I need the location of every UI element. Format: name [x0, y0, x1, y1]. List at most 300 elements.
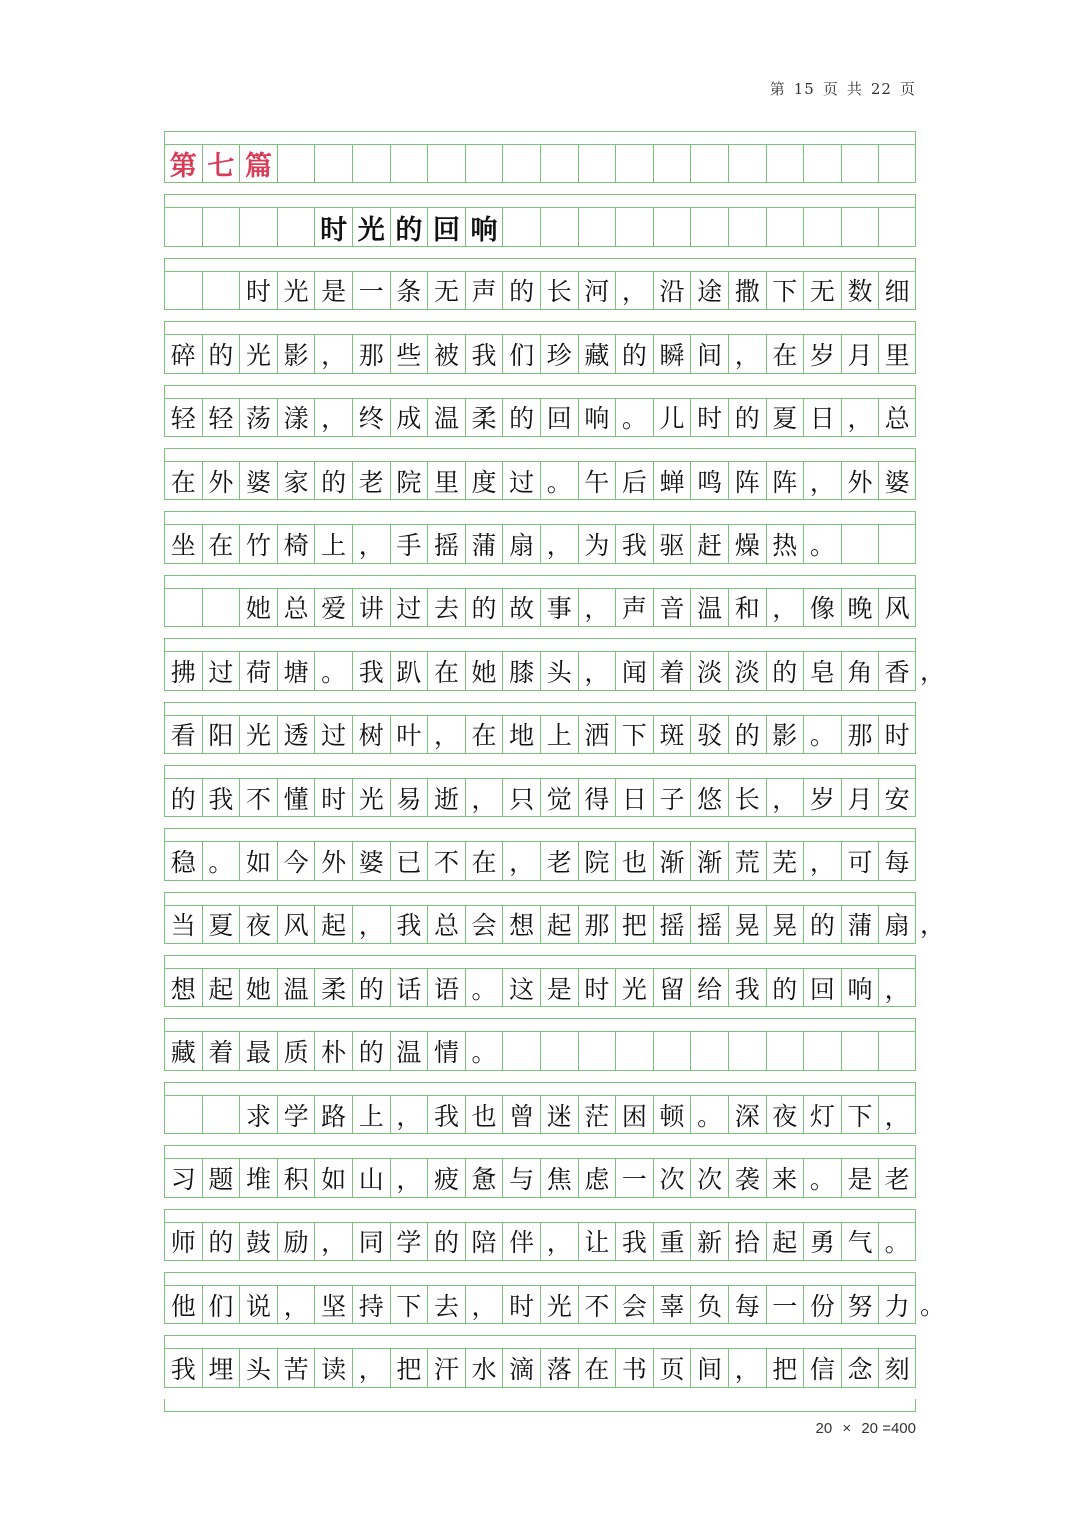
grid-cell: 与: [502, 1159, 540, 1196]
grid-cell: 。: [314, 652, 352, 689]
grid-cell: 故: [502, 589, 540, 626]
grid-cell: 的: [390, 208, 428, 245]
grid-cell: 淡: [690, 652, 728, 689]
row-spacer: [164, 385, 916, 399]
grid-cell: 。: [202, 842, 240, 879]
grid-cell: 撒: [728, 272, 766, 309]
grid-cell: 光: [352, 779, 390, 816]
grid-cell: 在: [164, 462, 202, 499]
grid-cell: [202, 208, 240, 245]
row-spacer: [164, 1209, 916, 1223]
grid-cell: 逝: [427, 779, 465, 816]
grid-cell: 香: [878, 652, 916, 689]
grid-cell: [502, 145, 540, 182]
grid-cell: 被: [427, 335, 465, 372]
grid-cell: [277, 208, 315, 245]
grid-cell: 次: [653, 1159, 691, 1196]
grid-cell: 事: [540, 589, 578, 626]
grid-cell: 老: [878, 1159, 916, 1196]
grid-cell: 长: [728, 779, 766, 816]
grid-cell: 响: [578, 399, 616, 436]
grid-cell: 学: [390, 1223, 428, 1260]
grid-cell: 励: [277, 1223, 315, 1260]
grid-cell: [540, 1032, 578, 1069]
grid-cell: 一: [352, 272, 390, 309]
grid-cell: 无: [427, 272, 465, 309]
grid-cell: 下: [766, 272, 804, 309]
grid-cell: 无: [803, 272, 841, 309]
grid-cell: 阵: [728, 462, 766, 499]
grid-cell: 在: [578, 1349, 616, 1386]
grid-cell: 。: [615, 399, 653, 436]
page-label: 页: [822, 80, 839, 98]
grid-cell: 影: [766, 716, 804, 753]
grid-cell: 家: [277, 462, 315, 499]
grid-cell: 的: [766, 652, 804, 689]
grid-cell: 风: [878, 589, 916, 626]
grid-cell: 给: [690, 969, 728, 1006]
grid-cell: 温: [277, 969, 315, 1006]
grid-cell: 夜: [239, 906, 277, 943]
grid-cell: ，: [803, 462, 841, 499]
grid-cell: 透: [277, 716, 315, 753]
grid-cell: 院: [390, 462, 428, 499]
grid-cell: ，: [314, 1223, 352, 1260]
grid-cell: 温: [390, 1032, 428, 1069]
grid-cell: 藏: [164, 1032, 202, 1069]
row-cells: [164, 588, 916, 627]
grid-cell: [277, 145, 315, 182]
grid-cell: 光: [239, 335, 277, 372]
grid-cell: 习: [164, 1159, 202, 1196]
grid-cell: 细: [878, 272, 916, 309]
grid-cell: 声: [465, 272, 503, 309]
row-cells: [164, 905, 916, 944]
grid-cell: 我: [728, 969, 766, 1006]
grid-cell: 的: [803, 906, 841, 943]
grid-cell: ，: [878, 1096, 916, 1133]
grid-cell: [803, 208, 841, 245]
grid-cell: 光: [239, 716, 277, 753]
grid-cell: 书: [615, 1349, 653, 1386]
grid-cell: 讲: [352, 589, 390, 626]
grid-cell: ，: [502, 842, 540, 879]
grid-cell: 总: [427, 906, 465, 943]
grid-cell: 院: [578, 842, 616, 879]
grid-row: [164, 1272, 946, 1335]
grid-cell: 响: [841, 969, 879, 1006]
grid-cell: 他: [164, 1286, 202, 1323]
grid-cell: 起: [540, 906, 578, 943]
grid-cell: 来: [766, 1159, 804, 1196]
grid-row: [164, 638, 946, 701]
grid-cell: 已: [390, 842, 428, 879]
row-spacer: [164, 702, 916, 716]
row-spacer: [164, 1145, 916, 1159]
page-label: 共: [846, 80, 863, 98]
grid-cell: 每: [878, 842, 916, 879]
grid-cell: 声: [615, 589, 653, 626]
grid-row: [164, 131, 916, 194]
grid-cell: 地: [502, 716, 540, 753]
grid-cell: 把: [615, 906, 653, 943]
grid-cell: 的: [728, 716, 766, 753]
row-spacer: [164, 828, 916, 842]
grid-cell: ，: [728, 335, 766, 372]
grid-cell: 安: [878, 779, 916, 816]
grid-cell: 坚: [314, 1286, 352, 1323]
grid-cell: [878, 145, 916, 182]
grid-cell: 趴: [390, 652, 428, 689]
grid-cell: 堆: [239, 1159, 277, 1196]
grid-cell: [502, 208, 540, 245]
row-cells: [164, 968, 916, 1007]
grid-cell: 。: [878, 1223, 916, 1260]
grid-cell: [578, 1032, 616, 1069]
grid-cell: 闻: [615, 652, 653, 689]
grid-cell: 的: [352, 1032, 390, 1069]
page-number: [600, 78, 916, 99]
grid-cell: 的: [615, 335, 653, 372]
row-cells: [164, 1095, 916, 1134]
grid-cell: 和: [728, 589, 766, 626]
grid-cell: 的: [202, 1223, 240, 1260]
grid-row: [164, 892, 946, 955]
grid-cell: 岁: [803, 335, 841, 372]
grid-cell: 时: [502, 1286, 540, 1323]
grid-cell: 力: [878, 1286, 916, 1323]
grid-rows: 20: [861, 1420, 879, 1437]
grid-cell: 夜: [766, 1096, 804, 1133]
grid-cell: 也: [465, 1096, 503, 1133]
grid-cell: 。: [465, 1032, 503, 1069]
grid-cell: ，: [390, 1096, 428, 1133]
grid-cell: 途: [690, 272, 728, 309]
grid-cell: 影: [277, 335, 315, 372]
grid-cell: 次: [690, 1159, 728, 1196]
row-cells: [164, 651, 916, 690]
grid-cell: 会: [615, 1286, 653, 1323]
grid-cell: 日: [803, 399, 841, 436]
grid-cell: 我: [615, 1223, 653, 1260]
grid-row: [164, 828, 916, 891]
grid-cell: [164, 208, 202, 245]
grid-cell: [653, 208, 691, 245]
grid-cell: 陪: [465, 1223, 503, 1260]
grid-cell: 光: [277, 272, 315, 309]
grid-cell: 瞬: [653, 335, 691, 372]
grid-cell: 藏: [578, 335, 616, 372]
row-cells: [164, 841, 916, 880]
grid-cell: 她: [465, 652, 503, 689]
row-spacer: [164, 448, 916, 462]
grid-cell: [878, 208, 916, 245]
grid-cell: 滴: [502, 1349, 540, 1386]
grid-cell: 想: [164, 969, 202, 1006]
grid-cell: 过: [202, 652, 240, 689]
grid-cell: 语: [427, 969, 465, 1006]
grid-cell: 第: [164, 145, 202, 182]
grid-cell: 悠: [690, 779, 728, 816]
grid-cell: [540, 208, 578, 245]
grid-cell: 晚: [841, 589, 879, 626]
grid-cell: 老: [352, 462, 390, 499]
grid-cell: 拂: [164, 652, 202, 689]
grid-cell: 疲: [427, 1159, 465, 1196]
grid-cell: 过: [314, 716, 352, 753]
grid-cell: 路: [314, 1096, 352, 1133]
grid-cell: 汗: [427, 1349, 465, 1386]
grid-cell: 会: [465, 906, 503, 943]
grid-cell: [578, 145, 616, 182]
grid-cell: [202, 589, 240, 626]
grid-cell: 的: [164, 779, 202, 816]
page-current: 15: [793, 80, 815, 98]
grid-cell: 埋: [202, 1349, 240, 1386]
grid-cell: 蝉: [653, 462, 691, 499]
grid-cell: 是: [841, 1159, 879, 1196]
grid-cell: [766, 208, 804, 245]
grid-cell: 的: [728, 399, 766, 436]
row-spacer: [164, 765, 916, 779]
grid-cell: [202, 272, 240, 309]
grid-cell: 那: [578, 906, 616, 943]
grid-cell: 里: [427, 462, 465, 499]
grid-cell: 岁: [803, 779, 841, 816]
grid-cell: 们: [502, 335, 540, 372]
grid-cell: ，: [803, 842, 841, 879]
grid-cell: 儿: [653, 399, 691, 436]
grid-cell: [578, 208, 616, 245]
grid-cell: 扇: [878, 906, 916, 943]
grid-row: [164, 1082, 916, 1145]
grid-cell: 月: [841, 335, 879, 372]
grid-row: [164, 575, 916, 638]
grid-cell: 沿: [653, 272, 691, 309]
grid-cell: 驱: [653, 525, 691, 562]
grid-cell: 些: [390, 335, 428, 372]
row-spacer: [164, 258, 916, 272]
grid-cell: 份: [803, 1286, 841, 1323]
grid-cell: 总: [277, 589, 315, 626]
grid-cell: 后: [615, 462, 653, 499]
grid-row: [164, 1209, 916, 1272]
row-cells: [164, 144, 916, 183]
grid-cell: 上: [352, 1096, 390, 1133]
grid-cell: 页: [653, 1349, 691, 1386]
times-sign: ×: [842, 1420, 852, 1437]
grid-cell: 时: [314, 208, 352, 245]
grid-cell: 的: [202, 335, 240, 372]
grid-cell: 信: [803, 1349, 841, 1386]
grid-cell: [766, 1032, 804, 1069]
grid-cell: 在: [465, 842, 503, 879]
grid-row: [164, 1335, 916, 1398]
grid-cell: 山: [352, 1159, 390, 1196]
grid-cell: ，: [465, 1286, 503, 1323]
grid-cell: 上: [314, 525, 352, 562]
grid-cell: 深: [728, 1096, 766, 1133]
grid-cell: ，: [465, 779, 503, 816]
grid-cell: 时: [314, 779, 352, 816]
grid-cell: 水: [465, 1349, 503, 1386]
grid-cell: 在: [202, 525, 240, 562]
grid-cell: [352, 145, 390, 182]
grid-cell: 珍: [540, 335, 578, 372]
grid-cell: 的: [314, 462, 352, 499]
grid-cell: 爱: [314, 589, 352, 626]
grid-cell: 时: [578, 969, 616, 1006]
grid-cell: 去: [427, 589, 465, 626]
grid-cell: 一: [766, 1286, 804, 1323]
grid-cell: 扇: [502, 525, 540, 562]
grid-cell: 说: [239, 1286, 277, 1323]
grid-cell: 荷: [239, 652, 277, 689]
grid-cell: ，: [390, 1159, 428, 1196]
overflow-punctuation: 。: [920, 1290, 946, 1320]
grid-cell: 。: [803, 716, 841, 753]
grid-cell: 在: [427, 652, 465, 689]
grid-cell: 条: [390, 272, 428, 309]
grid-cell: 拾: [728, 1223, 766, 1260]
grid-cell: 竹: [239, 525, 277, 562]
grid-cell: 为: [578, 525, 616, 562]
grid-cell: 总: [878, 399, 916, 436]
grid-cell: 上: [540, 716, 578, 753]
grid-cell: 我: [352, 652, 390, 689]
grid-cell: 。: [803, 525, 841, 562]
grid-cell: 得: [578, 779, 616, 816]
grid-cell: [878, 1032, 916, 1069]
grid-cell: [653, 145, 691, 182]
row-cells: [164, 1158, 916, 1197]
grid-cell: 风: [277, 906, 315, 943]
grid-cell: 摇: [653, 906, 691, 943]
grid-cell: 念: [841, 1349, 879, 1386]
row-spacer: [164, 955, 916, 969]
grid-cell: 老: [540, 842, 578, 879]
row-spacer: [164, 1272, 916, 1286]
grid-cell: 。: [540, 462, 578, 499]
grid-cell: [728, 145, 766, 182]
grid-cell: [803, 145, 841, 182]
grid-cell: 师: [164, 1223, 202, 1260]
grid-cell: [427, 145, 465, 182]
grid-row: [164, 955, 916, 1018]
grid-row: [164, 448, 916, 511]
manuscript-grid: [164, 131, 946, 1399]
grid-cell: 惫: [465, 1159, 503, 1196]
grid-cell: 头: [239, 1349, 277, 1386]
grid-cell: 七: [202, 145, 240, 182]
grid-cell: 负: [690, 1286, 728, 1323]
grid-cell: 婆: [878, 462, 916, 499]
grid-cell: 的: [465, 589, 503, 626]
row-cells: [164, 271, 916, 310]
grid-cell: ，: [615, 272, 653, 309]
grid-cell: [164, 589, 202, 626]
grid-row: [164, 1018, 916, 1081]
grid-cell: 碎: [164, 335, 202, 372]
grid-row: [164, 194, 916, 257]
row-spacer: [164, 194, 916, 208]
grid-cell: 间: [690, 1349, 728, 1386]
grid-cell: 轻: [202, 399, 240, 436]
grid-cell: 漾: [277, 399, 315, 436]
grid-cell: 斑: [653, 716, 691, 753]
grid-cell: 每: [728, 1286, 766, 1323]
grid-cell: 芜: [766, 842, 804, 879]
grid-cell: 像: [803, 589, 841, 626]
grid-cell: 伴: [502, 1223, 540, 1260]
row-cells: [164, 778, 916, 817]
grid-cell: [766, 145, 804, 182]
grid-cell: 顿: [653, 1096, 691, 1133]
grid-cell: 我: [465, 335, 503, 372]
row-spacer: [164, 1335, 916, 1349]
grid-cell: [164, 272, 202, 309]
grid-cell: 我: [202, 779, 240, 816]
grid-cell: 过: [390, 589, 428, 626]
grid-cell: 那: [352, 335, 390, 372]
row-cells: [164, 715, 916, 754]
overflow-punctuation: ，: [920, 910, 946, 940]
grid-cell: [803, 1032, 841, 1069]
grid-cell: 膝: [502, 652, 540, 689]
grid-cell: [728, 1032, 766, 1069]
grid-cell: [878, 525, 916, 562]
grid-row: [164, 702, 916, 765]
grid-cell: 持: [352, 1286, 390, 1323]
grid-cell: 角: [841, 652, 879, 689]
grid-cell: 过: [502, 462, 540, 499]
page-total: 22: [870, 80, 892, 98]
grid-cell: ，: [314, 335, 352, 372]
grid-cell: 外: [841, 462, 879, 499]
grid-cell: 树: [352, 716, 390, 753]
grid-total: 400: [890, 1420, 916, 1437]
grid-cell: 光: [615, 969, 653, 1006]
grid-cell: 这: [502, 969, 540, 1006]
grid-cell: 皂: [803, 652, 841, 689]
row-cells: [164, 1222, 916, 1261]
grid-cell: 时: [878, 716, 916, 753]
grid-bottom-spacer: [164, 1399, 916, 1412]
grid-cell: 虑: [578, 1159, 616, 1196]
grid-cell: 塘: [277, 652, 315, 689]
grid-cell: 落: [540, 1349, 578, 1386]
grid-cell: [841, 208, 879, 245]
grid-cell: 回: [803, 969, 841, 1006]
grid-cell: 袭: [728, 1159, 766, 1196]
grid-cell: 数: [841, 272, 879, 309]
grid-cell: 手: [390, 525, 428, 562]
grid-cell: 如: [314, 1159, 352, 1196]
grid-cell: 一: [615, 1159, 653, 1196]
grid-cell: 不: [239, 779, 277, 816]
grid-cell: 驳: [690, 716, 728, 753]
row-spacer: [164, 1082, 916, 1096]
grid-cell: 迷: [540, 1096, 578, 1133]
grid-cell: 起: [766, 1223, 804, 1260]
grid-cell: 气: [841, 1223, 879, 1260]
grid-cell: 光: [352, 208, 390, 245]
grid-cell: 鸣: [690, 462, 728, 499]
grid-cell: 是: [314, 272, 352, 309]
grid-cell: 们: [202, 1286, 240, 1323]
grid-cell: 在: [766, 335, 804, 372]
grid-cell: 把: [766, 1349, 804, 1386]
